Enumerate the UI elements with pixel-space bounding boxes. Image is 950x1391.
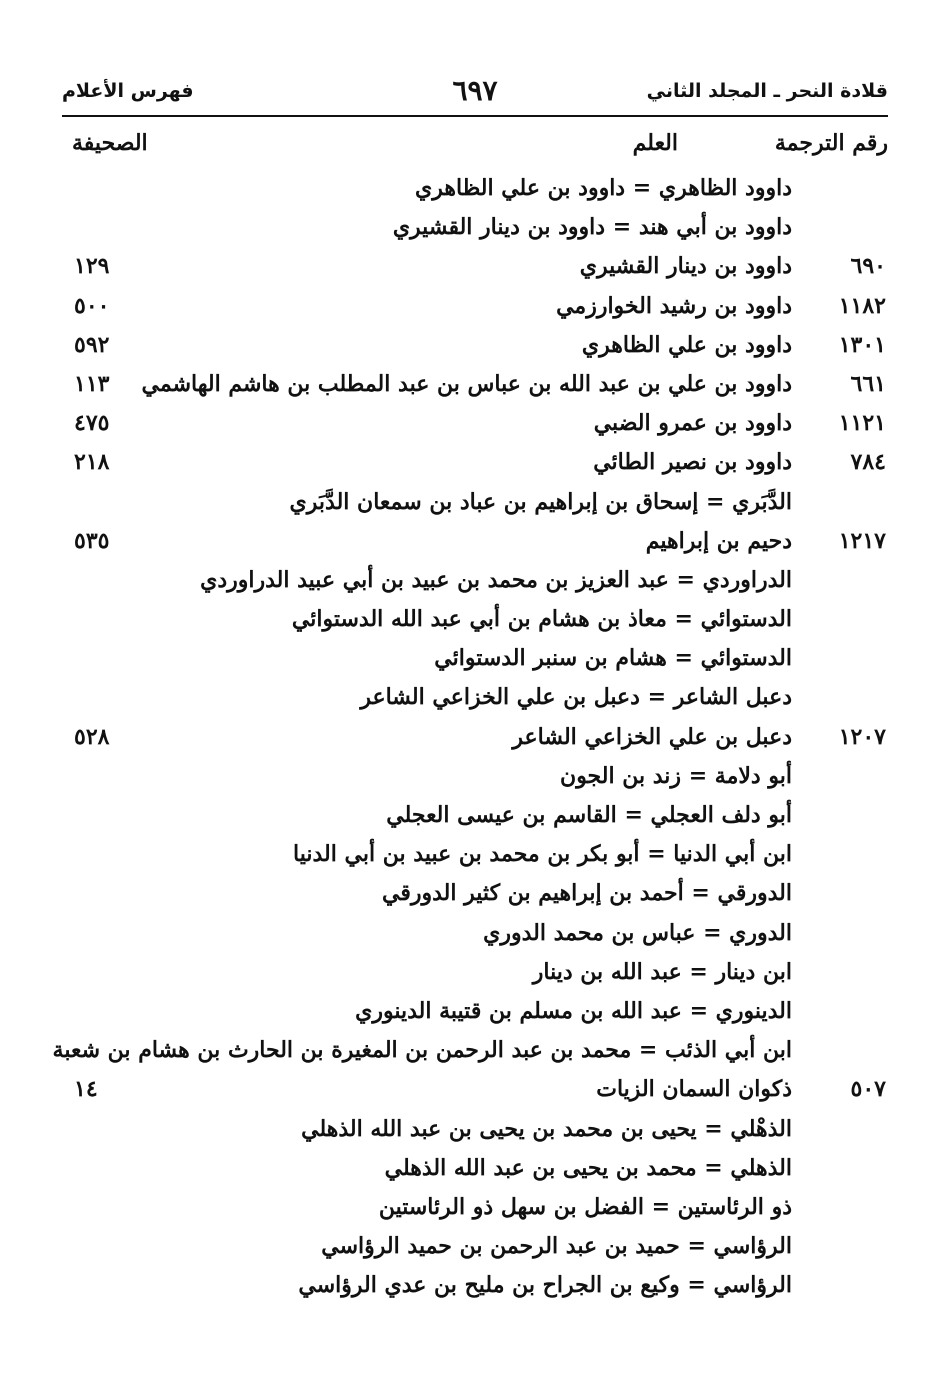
index-entry [62,561,888,600]
entry-number: ٦٦١ [850,370,886,397]
index-entry [62,992,888,1031]
index-entry [62,1188,888,1227]
entry-name: داوود بن عمرو الضبي [593,410,792,437]
index-entry [62,287,888,326]
index-entry [62,1149,888,1188]
index-entry [62,483,888,522]
index-entry [62,326,888,365]
entry-name: داوود الظاهري = داوود بن علي الظاهري [415,175,792,201]
index-entry [62,404,888,443]
entry-name: ابن أبي الدنيا = أبو بكر بن محمد بن عبيد بن أبي الدنيا [293,841,792,868]
index-entry [62,522,888,561]
index-entry [62,1266,888,1305]
entry-number: ١٢١٧ [838,527,886,554]
entry-name: ذو الرئاستين = الفضل بن سهل ذو الرئاستين [378,1193,792,1220]
column-header-page: الصحيفة [72,130,148,156]
entry-name: الدَّبَري = إسحاق بن إبراهيم بن عباد بن سمعان الدَّبَري [289,488,792,515]
index-entry [62,600,888,639]
entry-page: ٥٠٠ [74,292,110,319]
entry-number: ١٢٠٧ [838,723,886,750]
entry-number: ٦٩٠ [850,253,886,280]
index-entry [62,953,888,992]
entry-name: الدينوري = عبد الله بن مسلم بن قتيبة الدينوري [355,997,792,1024]
entry-name: داوود بن علي الظاهري [581,331,792,358]
index-entries [52,169,888,1305]
entry-number: ١١٢١ [838,410,886,437]
index-entry [62,835,888,874]
entry-name: دحيم بن إبراهيم [645,527,792,554]
index-entry [62,914,888,953]
entry-name: الرؤاسي = وكيع بن الجراح بن مليح بن عدي الرؤاسي [298,1272,792,1299]
index-entry [62,169,888,208]
index-entry [62,1227,888,1266]
running-header [62,74,888,114]
entry-number: ٥٠٧ [850,1076,886,1103]
entry-page: ٤٧٥ [74,410,110,437]
entry-name: داوود بن نصير الطائي [593,449,792,476]
entry-name: ابن أبي الذئب = محمد بن عبد الرحمن بن المغيرة بن الحارث بن هشام بن شعبة [52,1037,792,1064]
entry-page: ٥٩٢ [74,331,110,358]
entry-name: داوود بن رشيد الخوارزمي [556,292,792,319]
index-entry [62,757,888,796]
index-entry [52,1031,888,1070]
entry-name: داوود بن أبي هند = داوود بن دينار القشيري [392,214,792,241]
entry-number: ٧٨٤ [850,449,886,476]
index-entry [62,1110,888,1149]
index-entry [62,1070,888,1109]
index-entry [62,247,888,286]
index-entry [62,678,888,717]
entry-page: ١٢٩ [74,253,110,280]
column-header-number: رقم الترجمة [774,130,888,156]
entry-number: ١٣٠١ [838,331,886,358]
index-entry [62,874,888,913]
index-entry [62,639,888,678]
entry-name: الذهلي = محمد بن يحيى بن عبد الله الذهلي [384,1154,792,1181]
column-header-name: العلم [632,130,678,156]
column-headers [62,130,888,166]
entry-name: دعبل بن علي الخزاعي الشاعر [512,723,792,750]
entry-page: ١١٣ [74,370,110,397]
index-entry [62,365,888,404]
entry-name: داوود بن علي بن عبد الله بن عباس بن عبد المطلب بن هاشم الهاشمي [141,370,792,397]
entry-name: الدراوردي = عبد العزيز بن محمد بن عبيد بن أبي عبيد الدراوردي [200,566,792,593]
index-entry [62,443,888,482]
entry-name: ذكوان السمان الزيات [596,1076,792,1103]
entry-name: أبو دلف العجلي = القاسم بن عيسى العجلي [386,802,792,828]
entry-name: دعبل الشاعر = دعبل بن علي الخزاعي الشاعر [360,684,792,711]
section-title: فهرس الأعلام [62,80,194,102]
entry-name: أبو دلامة = زند بن الجون [560,762,792,789]
header-rule [62,115,888,117]
entry-name: الدوري = عباس بن محمد الدوري [483,919,792,946]
book-title: قلادة النحر ـ المجلد الثاني [646,80,888,102]
index-entry [62,718,888,757]
entry-name: الرؤاسي = حميد بن عبد الرحمن بن حميد الرؤاسي [321,1233,792,1260]
entry-name: داوود بن دينار القشيري [579,253,792,280]
entry-name: الدستوائي = معاذ بن هشام بن أبي عبد الله الدستوائي [291,606,792,633]
entry-page: ٢١٨ [74,449,110,476]
entry-name: الذهْلي = يحيى بن محمد بن يحيى بن عبد الله الذهلي [301,1115,792,1142]
entry-name: الدورقي = أحمد بن إبراهيم بن كثير الدورقي [382,880,792,907]
entry-name: الدستوائي = هشام بن سنبر الدستوائي [434,645,792,672]
entry-page: ١٤ [74,1076,98,1103]
index-entry [62,208,888,247]
entry-number: ١١٨٢ [838,292,886,319]
entry-page: ٥٣٥ [74,527,110,554]
entry-page: ٥٢٨ [74,723,110,750]
index-entry [62,796,888,835]
page-number: ٦٩٧ [452,74,498,107]
entry-name: ابن دينار = عبد الله بن دينار [532,958,792,985]
